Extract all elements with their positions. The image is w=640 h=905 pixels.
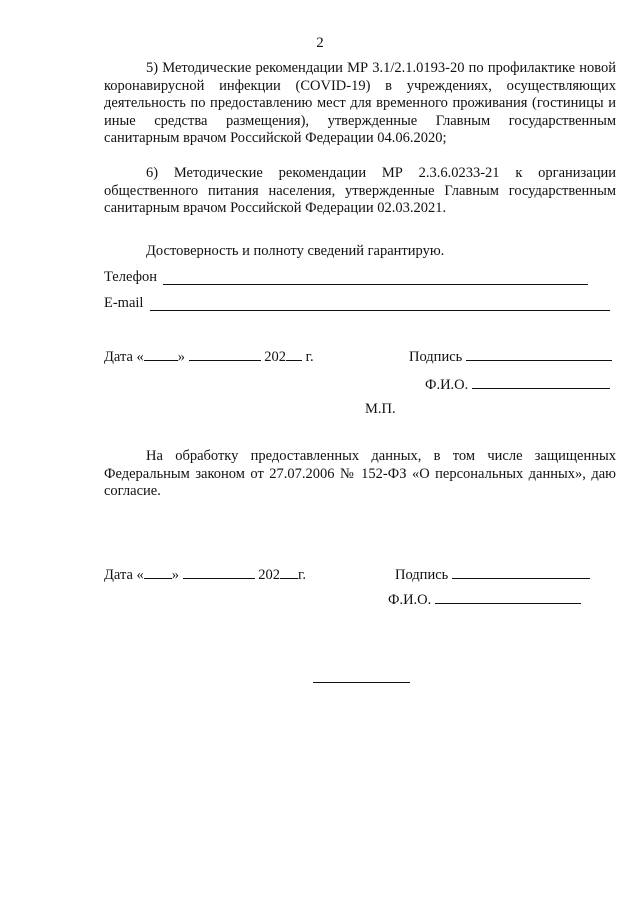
date-quote-close: »	[171, 567, 180, 583]
list-item-5: 5) Методические рекомендации МР 3.1/2.1.0193-20 по профилактике новой коронавирусной инфекции (COVID-19) в учреждениях, осуществляющих деятельность по предоставлению мест для временного проживания (гостиницы и иные средства размещения), утвержденные Главным государственным санитарным врачом Российской Федерации 04.06.2020;	[104, 60, 616, 146]
email-field-line	[150, 310, 610, 311]
date-day-blank	[144, 565, 172, 579]
fio-row-2	[388, 590, 581, 609]
phone-label: Телефон	[104, 269, 157, 285]
year-blank	[286, 347, 302, 361]
year-prefix: 202	[258, 567, 281, 583]
fio-blank	[472, 375, 610, 389]
date-quote-close: »	[177, 349, 186, 365]
consent-statement: На обработку предоставленных данных, в том числе защищенных Федеральным законом от 27.07.2006 № 152-ФЗ «О персональных данных», даю согласие.	[104, 448, 616, 499]
fio-label: Ф.И.О.	[425, 377, 469, 393]
guarantee-statement: Достоверность и полноту сведений гарантирую.	[146, 243, 445, 259]
fio-row-1	[425, 375, 610, 394]
signature-row-2	[395, 565, 590, 584]
year-suffix: г.	[298, 567, 306, 583]
year-suffix: г.	[302, 349, 314, 365]
signature-label: Подпись	[395, 567, 449, 583]
signature-row-1	[409, 347, 612, 366]
year-blank	[280, 565, 298, 579]
page-number: 2	[316, 35, 324, 51]
closing-rule	[313, 682, 410, 683]
signature-label: Подпись	[409, 349, 463, 365]
stamp-label: М.П.	[365, 401, 396, 417]
year-prefix: 202	[264, 349, 287, 365]
date-month-blank	[189, 347, 261, 361]
date-label: Дата «	[104, 349, 144, 365]
date-day-blank	[144, 347, 178, 361]
signature-blank	[452, 565, 590, 579]
date-month-blank	[183, 565, 255, 579]
date-row-2	[104, 565, 306, 584]
email-label: E-mail	[104, 295, 144, 311]
date-label: Дата «	[104, 567, 144, 583]
signature-blank	[466, 347, 612, 361]
phone-field-line	[163, 284, 588, 285]
fio-label: Ф.И.О.	[388, 592, 432, 608]
fio-blank	[435, 590, 581, 604]
date-row-1	[104, 347, 314, 366]
list-item-6: 6) Методические рекомендации МР 2.3.6.0233-21 к организации общественного питания населения, утвержденные Главным государственным санитарным врачом Российской Федерации 02.03.2021.	[104, 165, 616, 216]
